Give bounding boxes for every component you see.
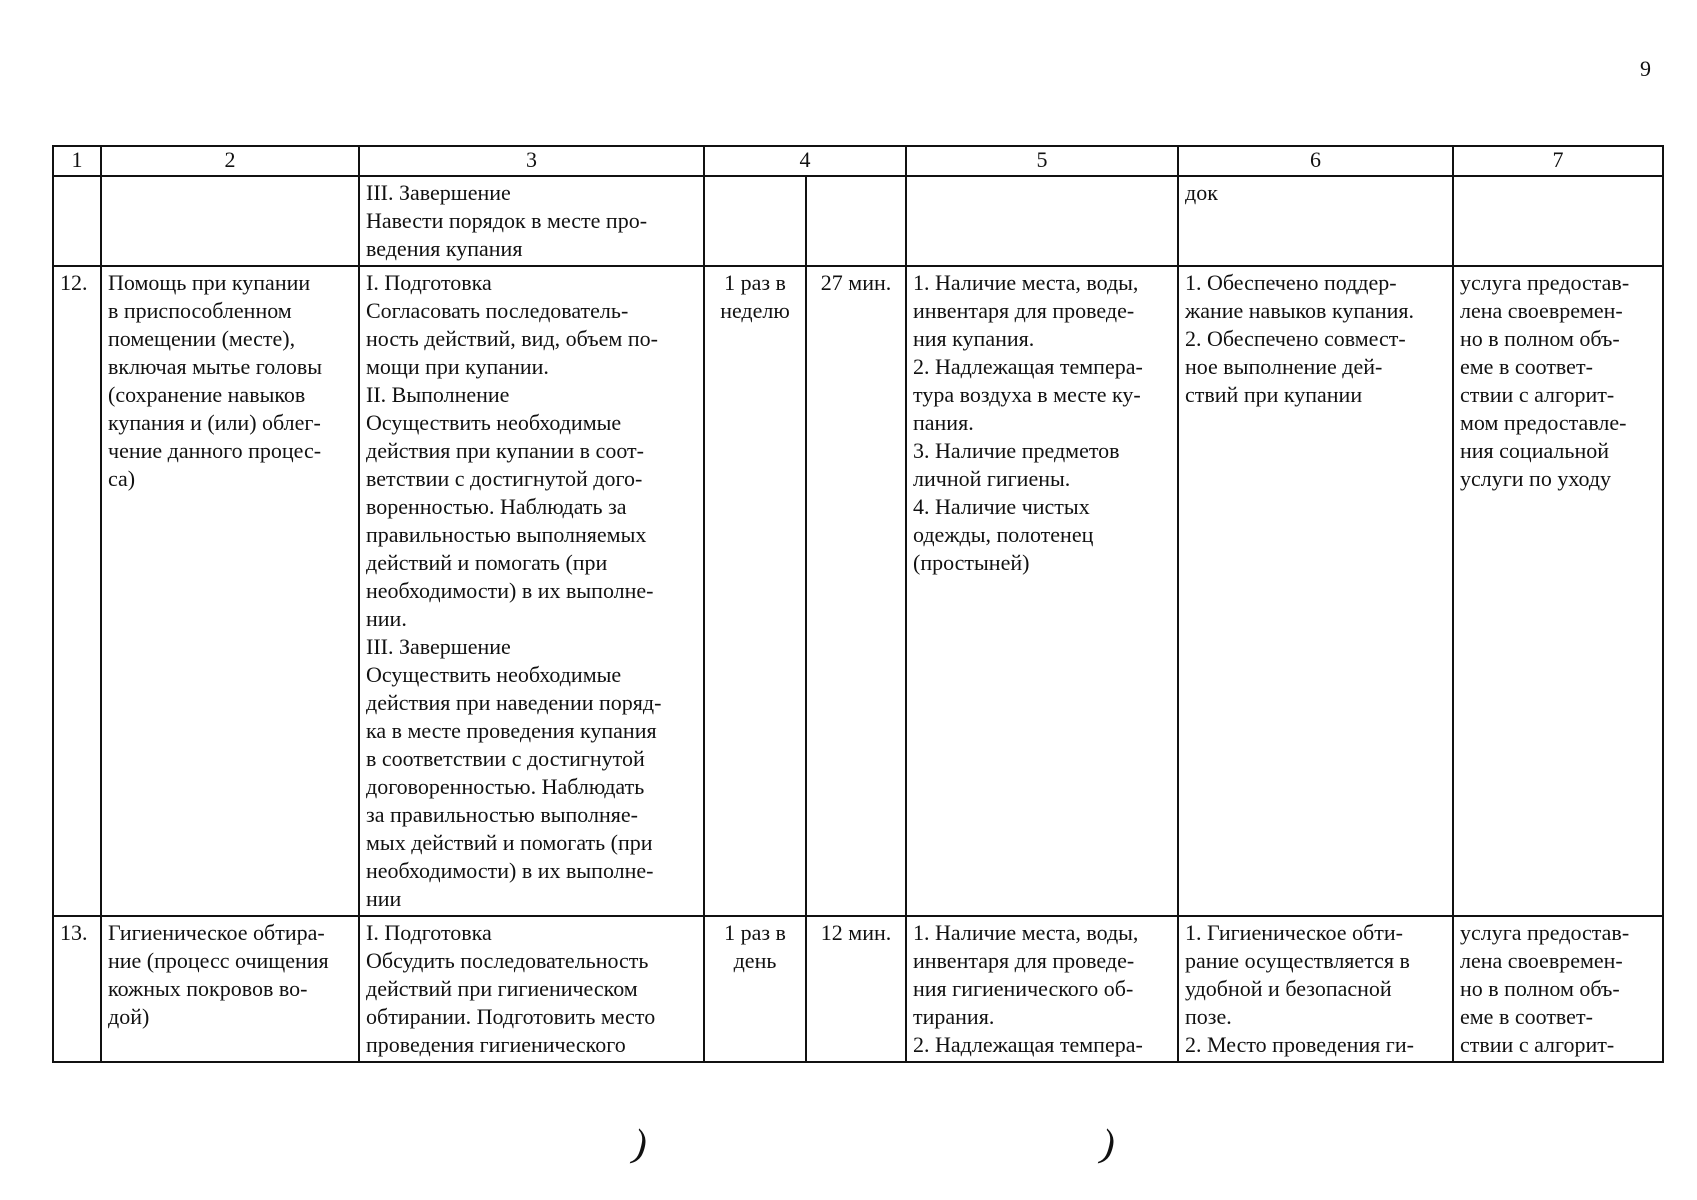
text-line: дой) [108, 1004, 150, 1029]
text-line: ние (процесс очищения [108, 948, 329, 973]
text-line: действий и помогать (при [366, 550, 608, 575]
text-line: ния гигиенического об- [913, 976, 1134, 1001]
text-line: рание осуществляется в [1185, 948, 1410, 973]
evaluation-cell [1453, 266, 1663, 916]
text-line: Осуществить необходимые [366, 410, 622, 435]
text-line: действия при наведении поряд- [366, 690, 662, 715]
scan-mark: ) [628, 1120, 653, 1167]
duration-cell: 27 мин. [806, 266, 906, 916]
text-line: день [733, 948, 777, 973]
text-line: 2. Надлежащая темпера- [913, 1032, 1143, 1057]
text-line: Навести порядок в месте про- [366, 208, 648, 233]
column-number-header: 2 [101, 146, 359, 176]
text-line: чение данного процес- [108, 438, 322, 463]
text-line: III. Завершение [366, 634, 511, 659]
text-line: 1. Гигиеническое обти- [1185, 920, 1403, 945]
service-name-cell [101, 916, 359, 1062]
text-line: воренностью. Наблюдать за [366, 494, 627, 519]
text-line: 2. Место проведения ги- [1185, 1032, 1414, 1057]
text-line: нии. [366, 606, 407, 631]
text-line: мощи при купании. [366, 354, 549, 379]
column-number-header: 4 [704, 146, 906, 176]
text-line: купания и (или) облег- [108, 410, 321, 435]
text-line: услуга предостав- [1460, 920, 1630, 945]
column-number-header: 6 [1178, 146, 1453, 176]
text-line: личной гигиены. [913, 466, 1071, 491]
text-line: включая мытье головы [108, 354, 323, 379]
text-line: еме в соответ- [1460, 354, 1593, 379]
text-line: но в полном объ- [1460, 326, 1620, 351]
text-line: 2. Надлежащая темпера- [913, 354, 1143, 379]
text-line: нии [366, 886, 402, 911]
service-steps-cell [359, 176, 704, 266]
text-line: ствии с алгорит- [1460, 382, 1615, 407]
text-line: действия при купании в соот- [366, 438, 644, 463]
text-line: ния купания. [913, 326, 1035, 351]
row-number-cell: 12. [53, 266, 101, 916]
text-line: но в полном объ- [1460, 976, 1620, 1001]
text-line: лена своевремен- [1460, 948, 1623, 973]
column-number-header: 1 [53, 146, 101, 176]
text-line: 2. Обеспечено совмест- [1185, 326, 1406, 351]
evaluation-cell [1453, 176, 1663, 266]
column-number-header: 5 [906, 146, 1178, 176]
text-line: в приспособленном [108, 298, 292, 323]
text-line: тирания. [913, 1004, 995, 1029]
text-line: 1 раз в [724, 920, 786, 945]
row-number-cell [53, 176, 101, 266]
text-line: Помощь при купании [108, 270, 311, 295]
frequency-cell [704, 176, 806, 266]
text-line: инвентаря для проведе- [913, 948, 1135, 973]
text-line: тура воздуха в месте ку- [913, 382, 1141, 407]
text-line: ствий при купании [1185, 382, 1363, 407]
text-line: 1. Наличие места, воды, [913, 270, 1139, 295]
service-name-cell [101, 266, 359, 916]
text-line: лена своевремен- [1460, 298, 1623, 323]
text-line: позе. [1185, 1004, 1232, 1029]
text-line: ствии с алгорит- [1460, 1032, 1615, 1057]
text-line: услуга предостав- [1460, 270, 1630, 295]
text-line: пания. [913, 410, 974, 435]
text-line: 1. Обеспечено поддер- [1185, 270, 1397, 295]
column-number-header: 3 [359, 146, 704, 176]
text-line: действий при гигиеническом [366, 976, 638, 1001]
service-steps-cell [359, 266, 704, 916]
row-number-cell: 13. [53, 916, 101, 1062]
duration-cell [806, 176, 906, 266]
text-line: (сохранение навыков [108, 382, 306, 407]
service-name-cell [101, 176, 359, 266]
column-number-header: 7 [1453, 146, 1663, 176]
scan-mark: ) [1096, 1120, 1121, 1167]
evaluation-cell [1453, 916, 1663, 1062]
text-line: правильностью выполняемых [366, 522, 647, 547]
text-line: в соответствии с достигнутой [366, 746, 645, 771]
text-line: (простыней) [913, 550, 1030, 575]
results-cell [1178, 266, 1453, 916]
text-line: 3. Наличие предметов [913, 438, 1120, 463]
text-line: ность действий, вид, объем по- [366, 326, 658, 351]
text-line: 4. Наличие чистых [913, 494, 1090, 519]
page-number: 9 [1640, 56, 1651, 81]
text-line: услуги по уходу [1460, 466, 1612, 491]
text-line: жание навыков купания. [1185, 298, 1415, 323]
text-line: удобной и безопасной [1185, 976, 1392, 1001]
results-cell [1178, 916, 1453, 1062]
service-steps-cell [359, 916, 704, 1062]
results-cell [1178, 176, 1453, 266]
text-line: проведения гигиенического [366, 1032, 626, 1057]
text-line: са) [108, 466, 136, 491]
text-line: одежды, полотенец [913, 522, 1094, 547]
table-row [53, 916, 1663, 1062]
text-line: необходимости) в их выполне- [366, 578, 654, 603]
text-line: док [1185, 180, 1218, 205]
text-line: ное выполнение дей- [1185, 354, 1383, 379]
text-line: еме в соответ- [1460, 1004, 1593, 1029]
text-line: неделю [720, 298, 790, 323]
text-line: ведения купания [366, 236, 523, 261]
text-line: II. Выполнение [366, 382, 510, 407]
text-line: Гигиеническое обтира- [108, 920, 325, 945]
text-line: инвентаря для проведе- [913, 298, 1135, 323]
table-row [53, 176, 1663, 266]
text-line: ния социальной [1460, 438, 1609, 463]
text-line: Обсудить последовательность [366, 948, 649, 973]
text-line: за правильностью выполняе- [366, 802, 638, 827]
text-line: I. Подготовка [366, 920, 492, 945]
text-line: 1. Наличие места, воды, [913, 920, 1139, 945]
text-line: мых действий и помогать (при [366, 830, 653, 855]
text-line: 1 раз в [724, 270, 786, 295]
text-line: ветствии с достигнутой дого- [366, 466, 643, 491]
text-line: обтирании. Подготовить место [366, 1004, 656, 1029]
frequency-cell [704, 916, 806, 1062]
text-line: мом предоставле- [1460, 410, 1627, 435]
text-line: необходимости) в их выполне- [366, 858, 654, 883]
table-header-row [53, 146, 1663, 176]
table-row [53, 266, 1663, 916]
text-line: договоренностью. Наблюдать [366, 774, 645, 799]
text-line: I. Подготовка [366, 270, 492, 295]
text-line: ка в месте проведения купания [366, 718, 657, 743]
text-line: Осуществить необходимые [366, 662, 622, 687]
conditions-cell [906, 176, 1178, 266]
conditions-cell [906, 916, 1178, 1062]
services-table [52, 145, 1664, 1063]
text-line: кожных покровов во- [108, 976, 308, 1001]
frequency-cell [704, 266, 806, 916]
duration-cell: 12 мин. [806, 916, 906, 1062]
text-line: помещении (месте), [108, 326, 296, 351]
text-line: III. Завершение [366, 180, 511, 205]
conditions-cell [906, 266, 1178, 916]
text-line: Согласовать последователь- [366, 298, 629, 323]
